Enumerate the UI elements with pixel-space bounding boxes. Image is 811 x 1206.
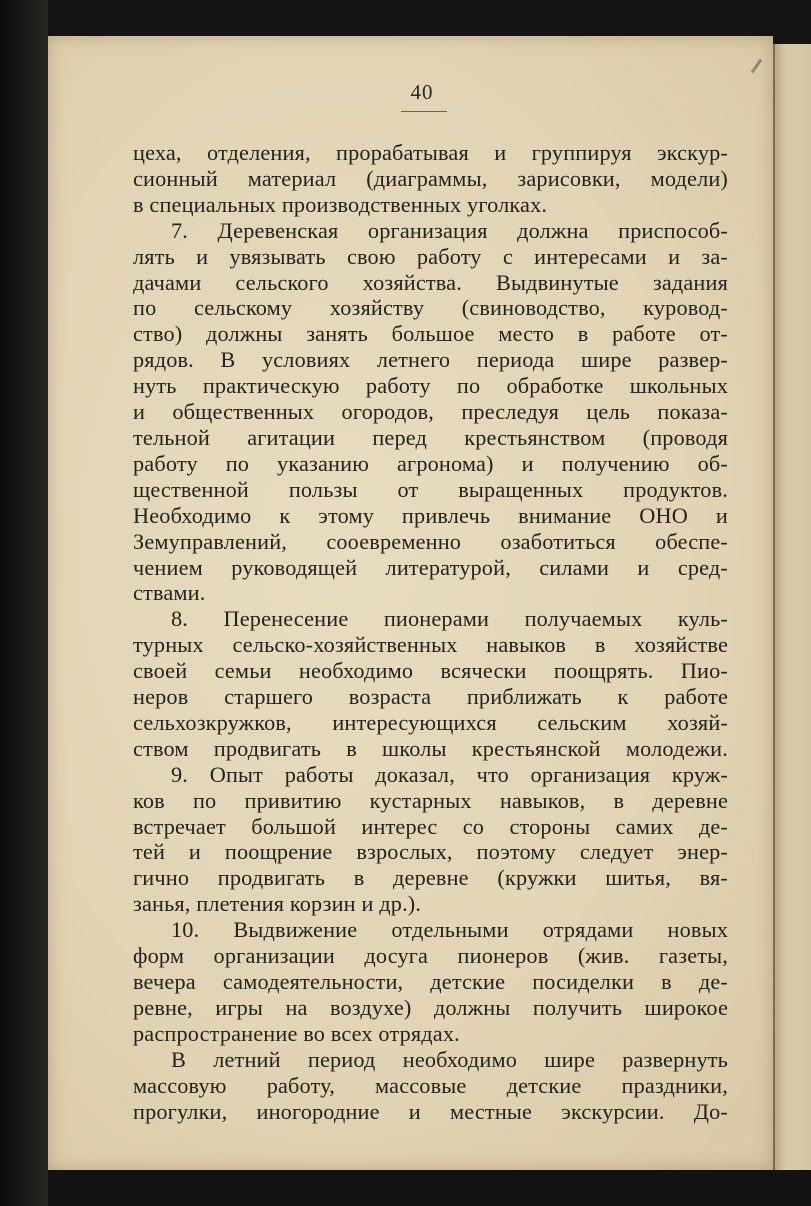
- text-line: неров старшего возраста приближать к работе: [133, 684, 728, 710]
- text-line: цеха, отделения, прорабатывая и группируя экскур-: [133, 140, 728, 165]
- text-line: 7. Деревенская организация должна приспособ-: [171, 217, 728, 243]
- text-line: работу по указанию агронома) и получению об-: [133, 450, 728, 476]
- text-line: лять и увязывать свою работу с интересами и за-: [133, 243, 728, 269]
- text-line: дачами сельского хозяйства. Выдвинутые задания: [133, 269, 728, 295]
- text-line: 9. Опыт работы доказал, что организация круж-: [171, 761, 728, 787]
- text-line: ствами.: [133, 580, 206, 606]
- page-number: 40: [410, 80, 434, 104]
- text-line: массовую работу, массовые детские праздники,: [133, 1072, 728, 1098]
- text-line: ревне, игры на воздухе) должны получить широкое: [133, 994, 728, 1020]
- text-line: чением руководящей литературой, силами и сред-: [133, 554, 728, 580]
- text-line: и общественных огородов, преследуя цель показа-: [133, 399, 728, 425]
- text-line: встречает большой интерес со стороны самих де-: [133, 813, 728, 839]
- scan-bottom-edge: [48, 1170, 811, 1206]
- text-line: ством продвигать в школы крестьянской молодежи.: [133, 735, 728, 761]
- text-line: прогулки, иногородние и местные экскурсии. До-: [133, 1098, 728, 1124]
- book-spine-shadow: [0, 0, 48, 1206]
- text-line: тей и поощрение взрослых, поэтому следует энер-: [133, 839, 728, 865]
- text-line: нуть практическую работу по обработке школьных: [133, 373, 728, 399]
- text-line: гично продвигать в деревне (кружки шитья, вя-: [133, 865, 728, 891]
- text-line: сельхозкружков, интересующихся сельским хозяй-: [133, 709, 728, 735]
- text-line: в специальных производственных уголках.: [133, 191, 548, 217]
- page-body-text: [133, 140, 728, 1124]
- text-line: тельной агитации перед крестьянством (проводя: [133, 424, 728, 450]
- text-line: щественной пользы от выращенных продуктов.: [133, 476, 728, 502]
- text-line: занья, плетения корзин и др.).: [133, 891, 422, 917]
- text-line: форм организации досуга пионеров (жив. газеты,: [133, 943, 728, 969]
- page-number-underline: [401, 111, 447, 112]
- text-line: распространение во всех отрядах.: [133, 1020, 460, 1046]
- text-line: ство) должны занять большое место в работе от-: [133, 321, 728, 347]
- text-line: вечера самодеятельности, детские посиделки в де-: [133, 969, 728, 994]
- text-line: В летний период необходимо шире развернуть: [171, 1046, 728, 1072]
- text-line: Необходимо к этому привлечь внимание ОНО и: [133, 502, 728, 528]
- text-line: 8. Перенесение пионерами получаемых куль-: [171, 606, 728, 632]
- adjacent-page-edge: [773, 44, 811, 1170]
- text-line: 10. Выдвижение отдельными отрядами новых: [171, 917, 728, 943]
- text-line: рядов. В условиях летнего периода шире развер-: [133, 347, 728, 373]
- text-line: сионный материал (диаграммы, зарисовки, модели): [133, 165, 728, 191]
- text-line: Земуправлений, сооевременно озаботиться обеспе-: [133, 528, 728, 554]
- text-line: турных сельско-хозяйственных навыков в хозяйстве: [133, 632, 728, 658]
- text-line: своей семьи необходимо всячески поощрять. Пио-: [133, 658, 728, 684]
- text-line: по сельскому хозяйству (свиноводство, куровод-: [133, 295, 728, 321]
- text-line: ков по привитию кустарных навыков, в деревне: [133, 787, 728, 813]
